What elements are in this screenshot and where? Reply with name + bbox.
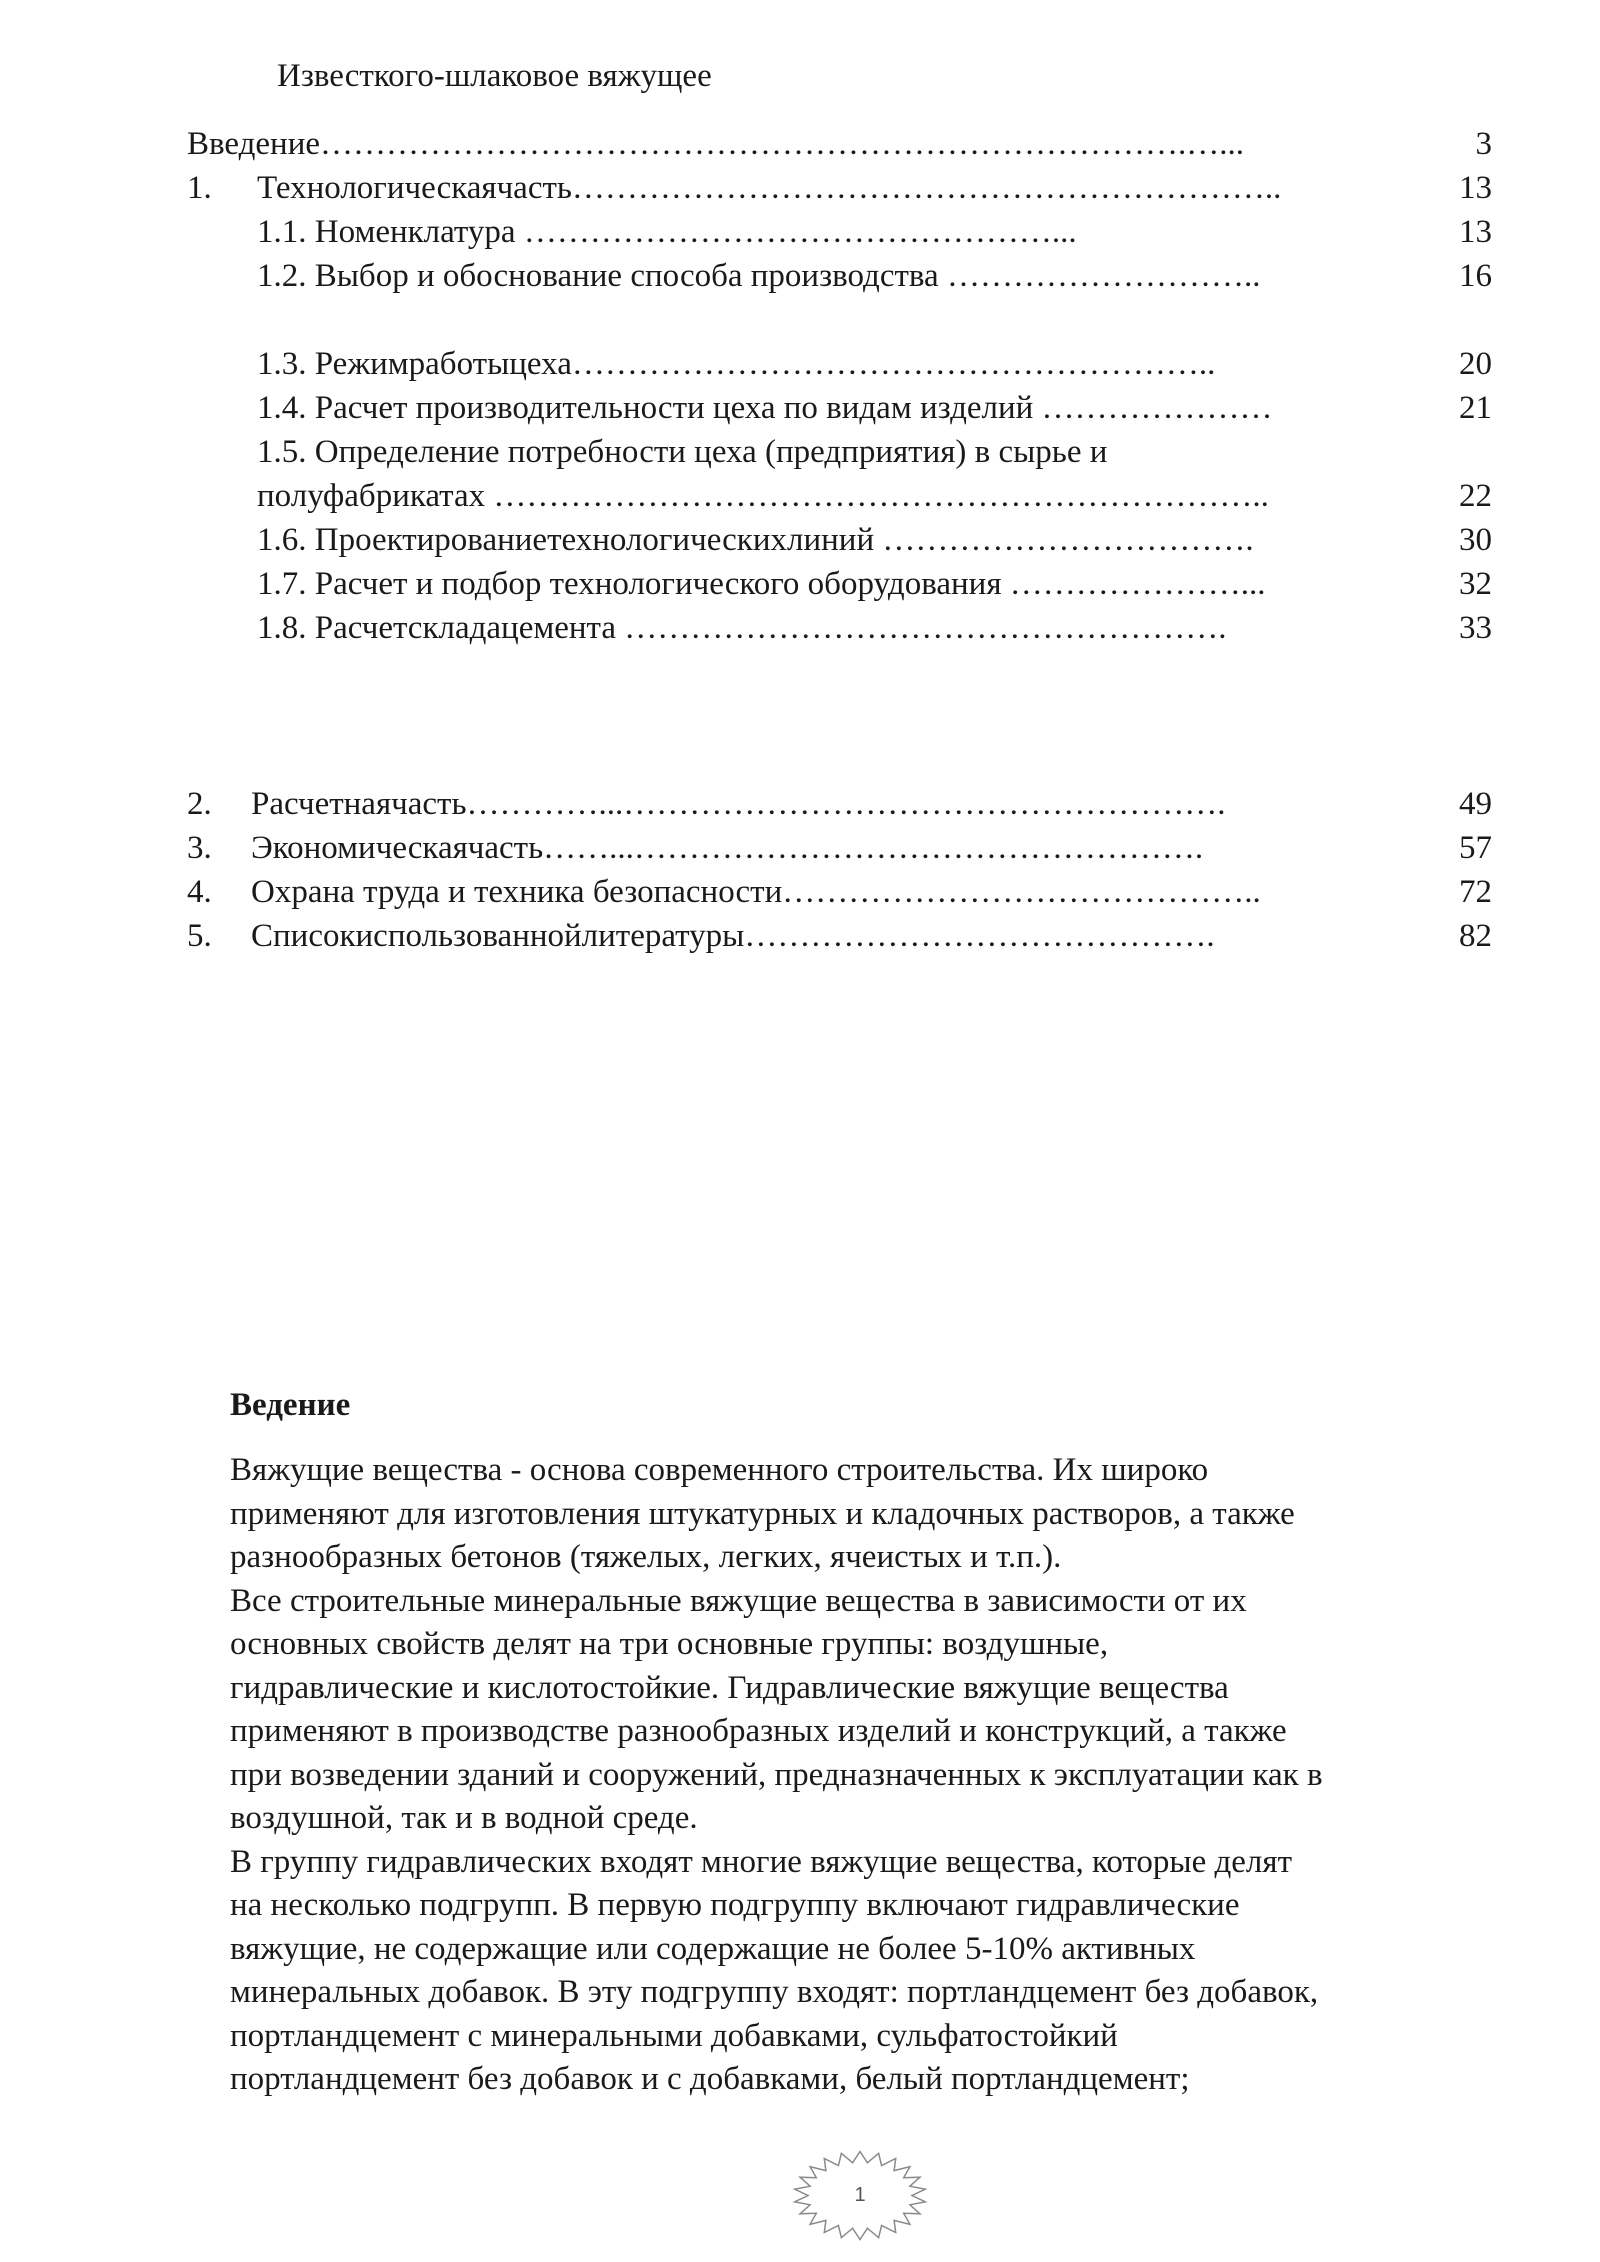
toc-row [187,606,1492,650]
toc-page-number: 13 [1459,170,1492,206]
toc-entry-text: 1.3. Режимработыцеха………………………………………………….. [257,346,1216,382]
table-of-contents [187,122,1492,958]
toc-page-number: 72 [1459,874,1492,910]
toc-entry-text: 1.7. Расчет и подбор технологического оборудования …………………... [257,566,1266,602]
toc-entry-text: Расчетнаячасть…………...………………………………………………. [251,786,1226,822]
toc-page-number: 22 [1459,478,1492,514]
toc-row [187,562,1492,606]
toc-entry-text: 1.8. Расчетскладацемента ………………………………………………. [257,610,1227,646]
page-number-badge [790,2148,930,2243]
toc-entry-number: 4. [187,874,212,910]
toc-page-number: 20 [1459,346,1492,382]
toc-page-number: 82 [1459,918,1492,954]
toc-row [187,386,1492,430]
toc-entry-text: 1.4. Расчет производительности цеха по видам изделий ………………… [257,390,1273,426]
toc-spacer [187,650,1492,782]
introduction-section [230,1383,1530,2102]
toc-page-number: 57 [1459,830,1492,866]
toc-page-number: 13 [1459,214,1492,250]
toc-entry-text: Экономическаячасть……...……………………………………………. [251,830,1204,866]
toc-page-number: 33 [1459,610,1492,646]
toc-entry-text: 1.6. Проектированиетехнологическихлиний ……………………………. [257,522,1254,558]
toc-entry-text: Технологическаячасть……………………………………………………….. [257,170,1282,206]
toc-row [187,870,1492,914]
toc-row [187,430,1492,474]
toc-row [187,166,1492,210]
toc-row [187,782,1492,826]
toc-entry-text: Введение…………………………………………………………………….…... [187,126,1245,162]
section-heading: Ведение [230,1387,351,1423]
toc-page-number: 21 [1459,390,1492,426]
toc-row [187,254,1492,298]
toc-entry-text: полуфабрикатах …………………………………………………………….. [257,478,1269,514]
toc-entry-number: 5. [187,918,212,954]
toc-entry-number: 1. [187,170,212,206]
toc-spacer [187,298,1492,342]
toc-entry-text: 1.2. Выбор и обоснование способа производства ……………………….. [257,258,1261,294]
page-number: 1 [854,2184,866,2206]
toc-entry-number: 2. [187,786,212,822]
toc-page-number: 16 [1459,258,1492,294]
toc-row [187,518,1492,562]
toc-entry-text: Списокиспользованнойлитературы……………………………………. [251,918,1215,954]
toc-page-number: 3 [1475,126,1492,162]
toc-page-number: 30 [1459,522,1492,558]
toc-row [187,122,1492,166]
section-body: Вяжущие вещества - основа современного строительства. Их широко применяют для изготовления штукатурных и кладочных растворов, а также разнообразных бетонов (тяжелых, легких, ячеистых и т.п.). Все строительные минеральные вяжущие вещества в зависимости от их основных свойств делят на три основные группы: воздушные, гидравлические и кислотостойкие. Гидравлические вяжущие вещества применяют в производстве разнообразных изделий и конструкций, а также при возведении зданий и сооружений, предназначенных к эксплуатации как в воздушной, так и в водной среде. В группу гидравлических входят многие вяжущие вещества, которые делят на несколько подгрупп. В первую подгруппу включают гидравлические вяжущие, не содержащие или содержащие не более 5-10% активных минеральных добавок. В эту подгруппу входят: портландцемент без добавок, портландцемент с минеральными добавками, сульфатостойкий портландцемент без добавок и с добавками, белый портландцемент; [230,1452,1323,2097]
document-title: Известкого-шлаковое вяжущее [277,58,712,94]
toc-row [187,210,1492,254]
toc-row [187,342,1492,386]
toc-entry-text: Охрана труда и техника безопасности…………………………………….. [251,874,1261,910]
toc-page-number: 32 [1459,566,1492,602]
toc-row [187,826,1492,870]
toc-page-number: 49 [1459,786,1492,822]
toc-entry-text: 1.5. Определение потребности цеха (предприятия) в сырье и [257,434,1108,470]
toc-entry-text: 1.1. Номенклатура …………………………………………... [257,214,1077,250]
toc-row [187,914,1492,958]
toc-entry-number: 3. [187,830,212,866]
toc-row [187,474,1492,518]
